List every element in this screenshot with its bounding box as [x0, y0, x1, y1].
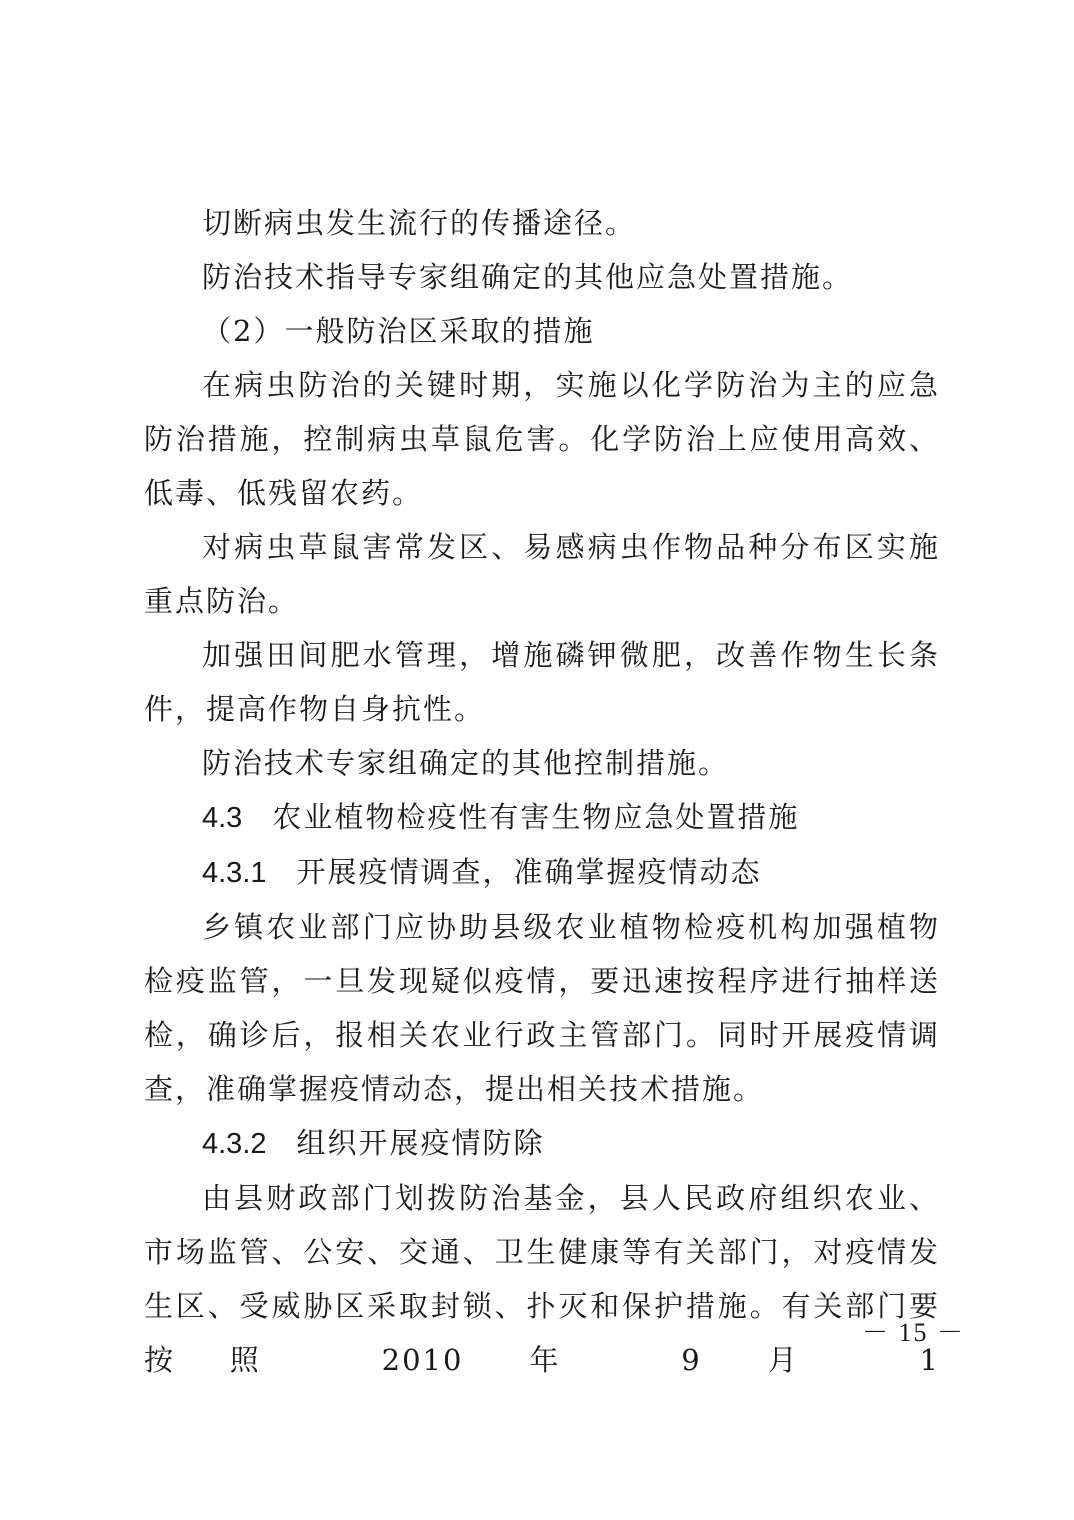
paragraph-4-3-2: 由县财政部门划拨防治基金，县人民政府组织农业、市场监管、公安、交通、卫生健康等有关部门，对疫情发生区、受威胁区采取封锁、扑灭和保护措施。有关部门要按照 2010 年 9 月 1: [144, 1181, 940, 1377]
paragraph-key-control: 对病虫草鼠害常发区、易感病虫作物品种分布区实施重点防治。: [144, 530, 940, 618]
paragraph-4-3-1: 乡镇农业部门应协助县级农业植物检疫机构加强植物检疫监管，一旦发现疑似疫情，要迅速按程序进行抽样送检，确诊后，报相关农业行政主管部门。同时开展疫情调查，准确掌握疫情动态，提出相关技术措施。: [144, 910, 940, 1106]
body-text: [144, 196, 940, 1387]
section-heading-4-3-1: [144, 845, 940, 900]
section-number: 4.3.1: [202, 857, 267, 889]
page-number: － 15 －: [862, 1318, 966, 1347]
section-heading-4-3: [144, 790, 940, 845]
paragraph-other-measures: 防治技术专家组确定的其他控制措施。: [202, 746, 730, 780]
section-title: 开展疫情调查，准确掌握疫情动态: [296, 855, 762, 889]
section-number: 4.3: [202, 802, 243, 834]
section-heading-4-3-2: [144, 1116, 940, 1171]
section-number: 4.3.2: [202, 1128, 267, 1160]
section-title: 组织开展疫情防除: [296, 1126, 545, 1160]
paragraph-field-management: 加强田间肥水管理，增施磷钾微肥，改善作物生长条件，提高作物自身抗性。: [144, 638, 940, 726]
paragraph-2: 防治技术指导专家组确定的其他应急处置措施。: [202, 260, 854, 294]
paragraph-1: 切断病虫发生流行的传播途径。: [202, 206, 637, 240]
section-title: 农业植物检疫性有害生物应急处置措施: [272, 800, 800, 834]
subheading-general-zone: （2）一般防治区采取的措施: [202, 314, 595, 348]
paragraph-chemical-control: 在病虫防治的关键时期，实施以化学防治为主的应急防治措施，控制病虫草鼠危害。化学防治上应使用高效、低毒、低残留农药。: [144, 368, 940, 510]
